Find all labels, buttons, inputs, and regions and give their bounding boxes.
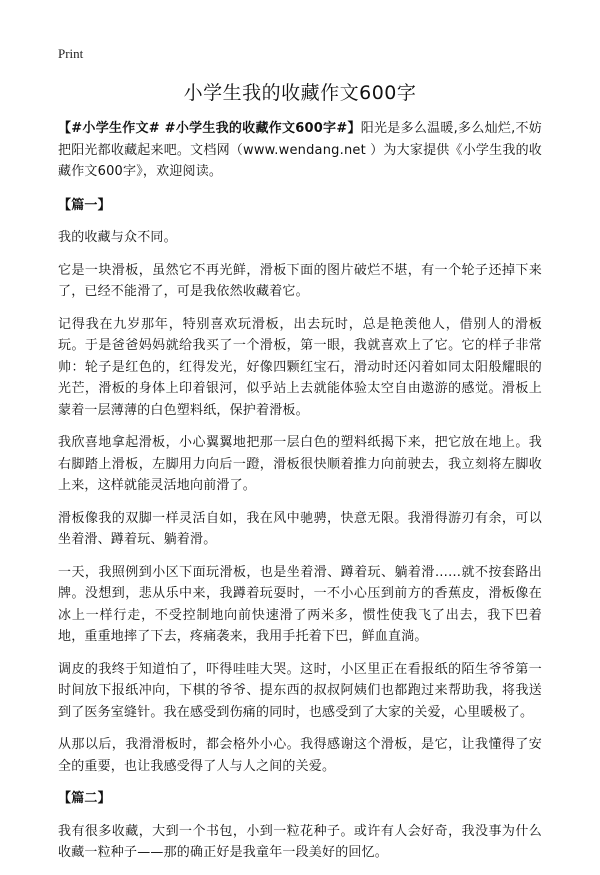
paragraph: 我欣喜地拿起滑板，小心翼翼地把那一层白色的塑料纸揭下来，把它放在地上。我右脚踏上滑板，左脚用力向后一蹬，滑板很快顺着推力向前驶去，我立刻将左脚收上来，这样就能灵活地向前滑了。 [58, 435, 542, 493]
paragraph: 它是一块滑板，虽然它不再光鲜，滑板下面的图片破烂不堪，有一个轮子还掉下来了，已经不能滑了，可是我依然收藏着它。 [58, 262, 542, 299]
print-link[interactable]: Print [58, 46, 84, 61]
section-heading: 【篇一】 [58, 197, 111, 213]
paragraph: 我的收藏与众不同。 [58, 230, 177, 245]
paragraph: 从那以后，我滑滑板时，都会格外小心。我得感谢这个滑板，是它，让我懂得了安全的重要，也让我感受得了人与人之间的关爱。 [58, 737, 542, 774]
intro-tags: 【#小学生作文# #小学生我的收藏作文600字#】 [58, 121, 361, 136]
paragraph: 记得我在九岁那年，特别喜欢玩滑板，出去玩时，总是艳羡他人，借别人的滑板玩。于是爸爸妈妈就给我买了一个滑板，第一眼，我就喜欢上了它。它的样子非常帅：轮子是红色的，红得发光，好像四颗红宝石，滑动时还闪着如同太阳般耀眼的光芒，滑板的身体上印着银河，似乎站上去就能体验太空自由遨游的感觉。滑板上蒙着一层薄薄的白色塑料纸，保护着滑板。 [58, 316, 542, 418]
intro-text: 阳光是多么温暖,多么灿烂,不妨把阳光都收藏起来吧。文档网（www.wendang.net ）为大家提供《小学生我的收藏作文600字》，欢迎阅读。 [58, 121, 543, 179]
paragraph: 调皮的我终于知道怕了，吓得哇哇大哭。这时，小区里正在看报纸的陌生爷爷第一时间放下报纸冲向，下棋的爷爷、提东西的叔叔阿姨们也都跑过来帮助我，将我送到了医务室缝针。我在感受到伤痛的同时，也感受到了大家的关爱，心里暖极了。 [58, 661, 542, 720]
intro-paragraph [58, 118, 542, 183]
page-title: 小学生我的收藏作文600字 [183, 82, 417, 104]
paragraph: 我有很多收藏，大到一个书包，小到一粒花种子。或许有人会好奇，我没事为什么收藏一粒种子——那的确正好是我童年一段美好的回忆。 [58, 823, 542, 860]
paragraph: 滑板像我的双脚一样灵活自如，我在风中驰骋，快意无限。我滑得游刃有余，可以坐着滑、蹲着玩、躺着滑。 [58, 510, 542, 547]
section-heading: 【篇二】 [58, 791, 111, 806]
paragraph: 一天，我照例到小区下面玩滑板，也是坐着滑、蹲着玩、躺着滑……就不按套路出牌。没想到，悲从乐中来，我蹲着玩耍时，一不小心压到前方的香蕉皮，滑板像在冰上一样行走，不受控制地向前快速滑了两米多，惯性使我飞了出去，我下巴着地，重重地摔了下去，疼痛袭来，我用手托着下巴，鲜血直淌。 [58, 564, 542, 644]
article-body [58, 118, 542, 875]
